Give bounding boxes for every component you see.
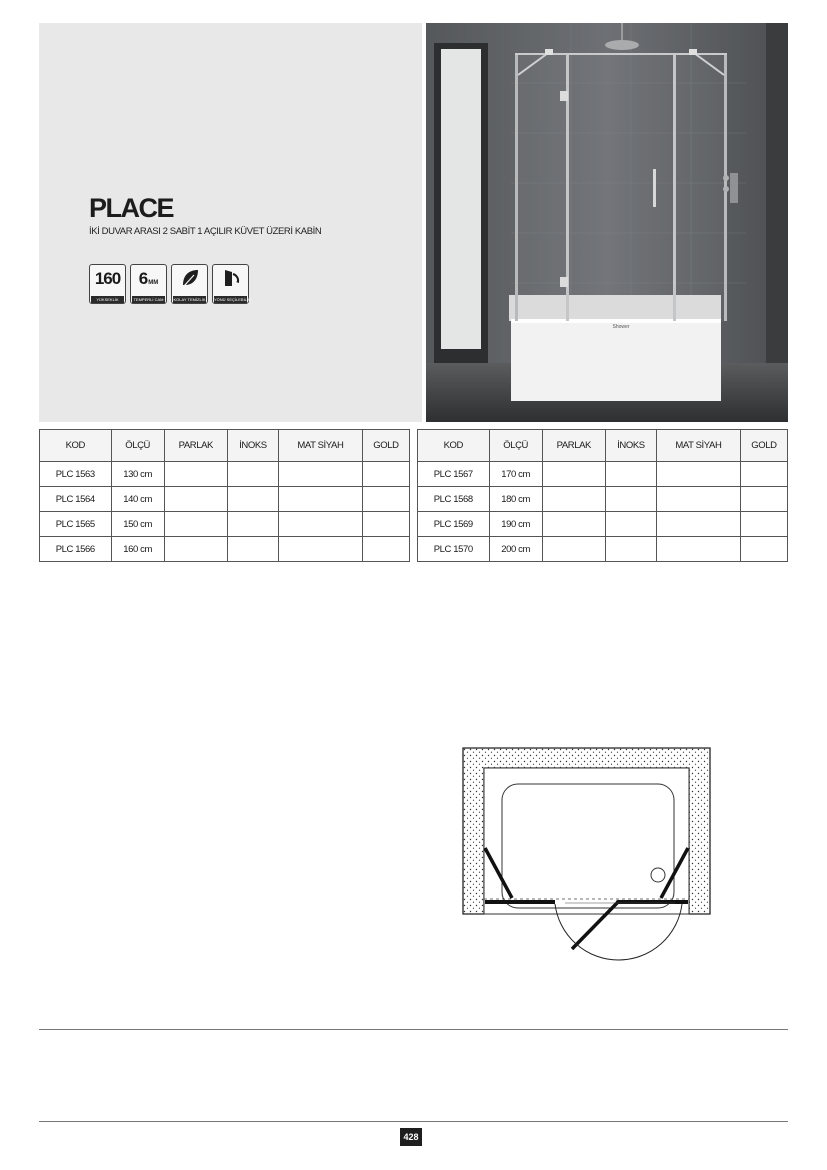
cell-code: PLC 1570 [418, 537, 490, 562]
cell-inoks [227, 487, 278, 512]
direction-label: YÖNÜ SEÇİLEBİLİR [214, 297, 251, 302]
cell-gold [362, 537, 409, 562]
cell-gold [362, 512, 409, 537]
col-olcu: ÖLÇÜ [111, 430, 164, 462]
table-row [418, 537, 788, 562]
cell-gold [362, 487, 409, 512]
glass-thickness-badge [130, 264, 167, 304]
easy-clean-badge [171, 264, 208, 304]
cell-code: PLC 1568 [418, 487, 490, 512]
col-mat-siyah: MAT SİYAH [656, 430, 740, 462]
product-subtitle: İKİ DUVAR ARASI 2 SABİT 1 AÇILIR KÜVET ÜZERİ KABİN [89, 226, 322, 237]
cell-inoks [227, 512, 278, 537]
cell-inoks [605, 487, 656, 512]
cell-size: 190 cm [489, 512, 542, 537]
table-row [418, 512, 788, 537]
divider [39, 1029, 788, 1030]
table-row [40, 462, 410, 487]
page-number: 428 [400, 1128, 422, 1146]
cell-mat-siyah [656, 512, 740, 537]
cell-gold [740, 537, 787, 562]
footer-divider [39, 1121, 788, 1122]
cell-size: 140 cm [111, 487, 164, 512]
col-inoks: İNOKS [227, 430, 278, 462]
cell-inoks [227, 537, 278, 562]
col-parlak: PARLAK [164, 430, 227, 462]
price-table-right [417, 429, 788, 562]
cell-code: PLC 1564 [40, 487, 112, 512]
cell-inoks [605, 512, 656, 537]
cell-inoks [227, 462, 278, 487]
cell-mat-siyah [278, 537, 362, 562]
feature-badges [89, 264, 249, 304]
price-table-left [39, 429, 410, 562]
cell-parlak [542, 462, 605, 487]
table-row [40, 512, 410, 537]
col-kod: KOD [40, 430, 112, 462]
cell-inoks [605, 537, 656, 562]
col-gold: GOLD [740, 430, 787, 462]
cell-code: PLC 1569 [418, 512, 490, 537]
cell-parlak [542, 512, 605, 537]
cell-code: PLC 1566 [40, 537, 112, 562]
cell-size: 160 cm [111, 537, 164, 562]
tub-brand: Shower [612, 324, 630, 330]
cell-gold [362, 462, 409, 487]
height-badge [89, 264, 126, 304]
glass-label: TEMPERLİ CAM [133, 297, 164, 302]
cell-mat-siyah [278, 462, 362, 487]
col-parlak: PARLAK [542, 430, 605, 462]
direction-badge [212, 264, 249, 304]
cell-parlak [164, 462, 227, 487]
col-inoks: İNOKS [605, 430, 656, 462]
leaf-icon [179, 267, 201, 289]
cell-mat-siyah [656, 487, 740, 512]
table-header-row [418, 430, 788, 462]
col-gold: GOLD [362, 430, 409, 462]
top-view-diagram [457, 742, 717, 973]
shower-scene [426, 23, 788, 422]
cell-mat-siyah [656, 462, 740, 487]
col-olcu: ÖLÇÜ [489, 430, 542, 462]
product-title: PLACE [89, 193, 174, 223]
table-row [418, 487, 788, 512]
cell-code: PLC 1565 [40, 512, 112, 537]
product-photo [426, 23, 788, 422]
glass-value: 6MM [138, 269, 159, 288]
table-row [418, 462, 788, 487]
height-label: YÜKSEKLİK [91, 296, 124, 303]
cell-size: 180 cm [489, 487, 542, 512]
cell-inoks [605, 462, 656, 487]
cell-size: 150 cm [111, 512, 164, 537]
cell-gold [740, 462, 787, 487]
cell-mat-siyah [278, 512, 362, 537]
door-direction-icon [220, 267, 242, 289]
cell-size: 200 cm [489, 537, 542, 562]
cell-parlak [542, 537, 605, 562]
table-row [40, 537, 410, 562]
col-mat-siyah: MAT SİYAH [278, 430, 362, 462]
height-value: 160 [94, 269, 121, 288]
cell-mat-siyah [278, 487, 362, 512]
cell-code: PLC 1567 [418, 462, 490, 487]
table-header-row [40, 430, 410, 462]
cell-size: 130 cm [111, 462, 164, 487]
cell-parlak [164, 537, 227, 562]
cell-gold [740, 512, 787, 537]
cell-size: 170 cm [489, 462, 542, 487]
cell-code: PLC 1563 [40, 462, 112, 487]
table-row [40, 487, 410, 512]
cell-parlak [164, 512, 227, 537]
cell-mat-siyah [656, 537, 740, 562]
easy-clean-label: KOLAY TEMİZLİK [173, 297, 206, 302]
col-kod: KOD [418, 430, 490, 462]
cell-parlak [542, 487, 605, 512]
cell-parlak [164, 487, 227, 512]
cell-gold [740, 487, 787, 512]
